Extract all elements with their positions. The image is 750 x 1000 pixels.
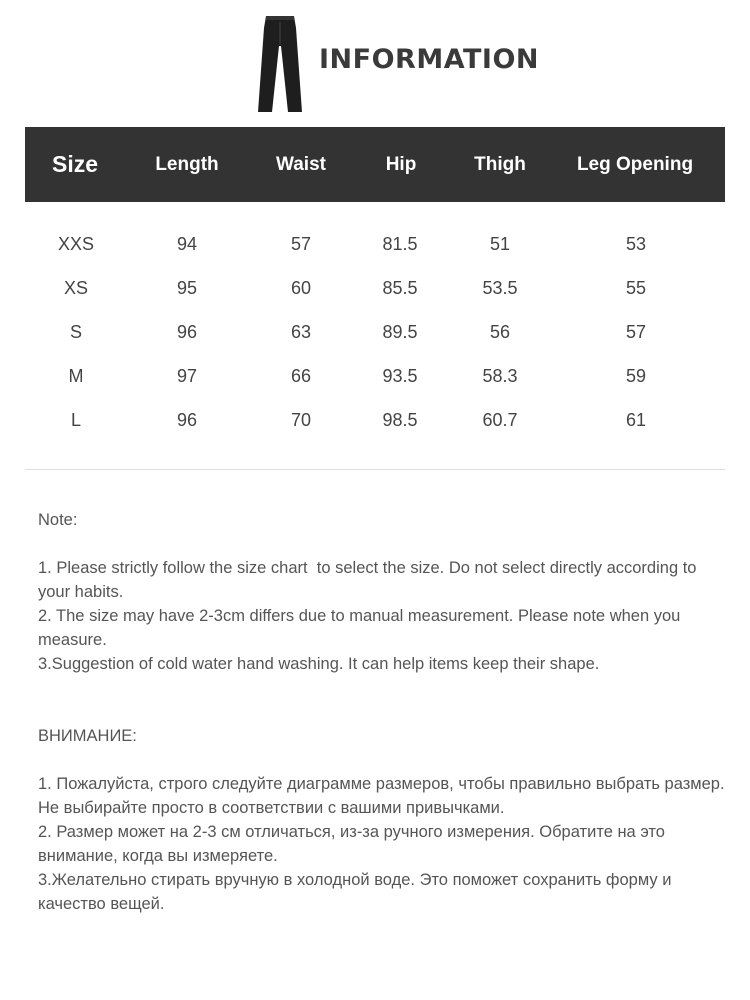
pants-icon [252,14,308,114]
size-cell: XS [63,278,88,298]
waist-cell: 66 [290,366,312,386]
hip-cell: 85.5 [382,278,418,298]
size-cell: M [68,366,84,386]
thigh-cell: 58.3 [482,366,518,386]
leg-opening-cell: 55 [625,278,647,298]
notes-heading-ru: ВНИМАНИЕ: [38,727,137,745]
column-header-size: Size [51,151,99,177]
note-item-en: 3.Suggestion of cold water hand washing. It can help items keep their shape. [38,655,600,673]
waist-cell: 57 [290,234,312,254]
thigh-cell: 51 [489,234,511,254]
leg-opening-cell: 57 [625,322,647,342]
length-cell: 95 [176,278,198,298]
table-row [0,398,750,442]
waist-cell: 63 [290,322,312,342]
note-item-ru: 1. Пожалуйста, строго следуйте диаграмме размеров, чтобы правильно выбрать размер. Не выбирайте просто в соответствии с вашими привычками. [38,775,730,817]
hip-cell: 98.5 [382,410,418,430]
header [0,0,750,120]
hip-cell: 93.5 [382,366,418,386]
page-title: INFORMATION [319,44,540,75]
hip-cell: 89.5 [382,322,418,342]
length-cell: 96 [176,410,198,430]
thigh-cell: 53.5 [482,278,518,298]
notes-heading-en: Note: [38,511,78,529]
hip-cell: 81.5 [382,234,418,254]
note-item-ru: 2. Размер может на 2-3 см отличаться, из-за ручного измерения. Обратите на это внимание, когда вы измеряете. [38,823,670,865]
size-cell: XXS [57,234,95,254]
table-row [0,354,750,398]
table-row [0,222,750,266]
length-cell: 97 [176,366,198,386]
notes-section [38,508,728,916]
waist-cell: 70 [290,410,312,430]
thigh-cell: 56 [489,322,511,342]
thigh-cell: 60.7 [482,410,518,430]
size-table-header [25,127,725,202]
note-item-en: 1. Please strictly follow the size chart to select the size. Do not select directly according to your habits. [38,559,702,601]
table-row [0,266,750,310]
leg-opening-cell: 53 [625,234,647,254]
size-cell: S [69,322,82,342]
column-header-waist: Waist [276,154,326,175]
note-item-ru: 3.Желательно стирать вручную в холодной воде. Это поможет сохранить форму и качество вещей. [38,871,677,913]
column-header-length: Length [155,154,219,175]
size-cell: L [70,410,81,430]
column-header-hip: Hip [385,154,417,175]
column-header-thigh: Thigh [474,154,526,175]
length-cell: 96 [176,322,198,342]
leg-opening-cell: 61 [625,410,647,430]
waist-cell: 60 [290,278,312,298]
leg-opening-cell: 59 [625,366,647,386]
column-header-leg-opening: Leg Opening [576,154,694,175]
note-item-en: 2. The size may have 2-3cm differs due to manual measurement. Please note when you measure. [38,607,685,649]
length-cell: 94 [176,234,198,254]
table-row [0,310,750,354]
section-divider [25,469,725,470]
